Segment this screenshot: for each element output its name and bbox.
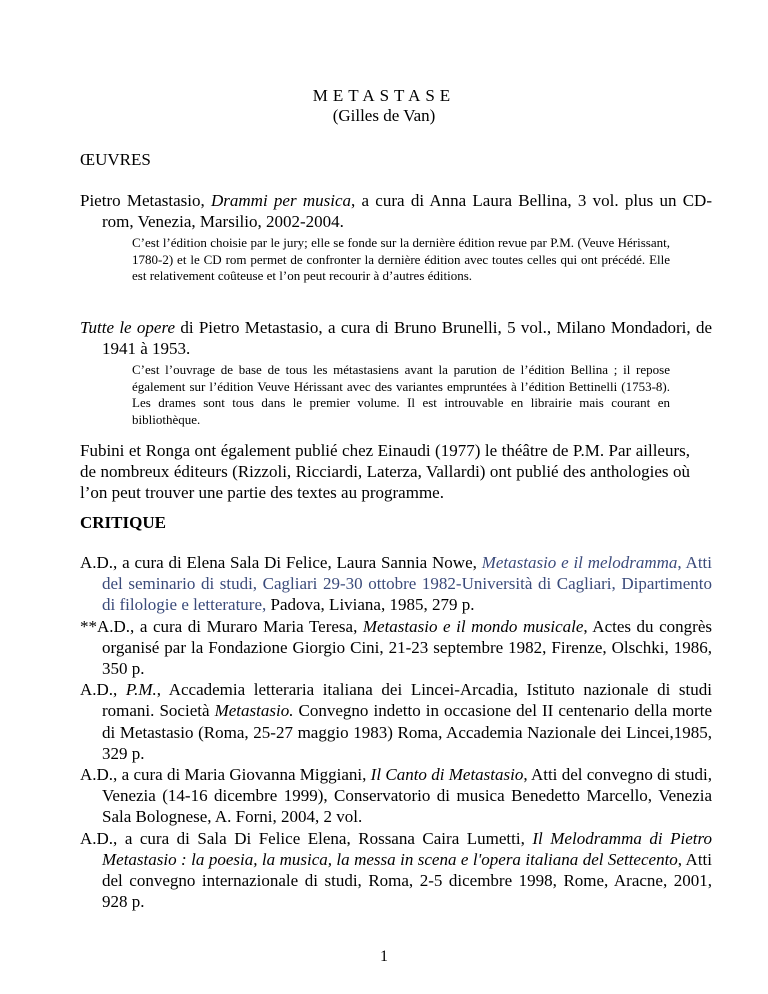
entry-author: Pietro Metastasio, <box>80 191 212 210</box>
section-heading-oeuvres: ŒUVRES <box>80 150 151 169</box>
critique-list <box>80 552 712 912</box>
oeuvres-note-drammi: C’est l’édition choisie par le jury; elle se fonde sur la dernière édition revue par P.M. (Veuve Hérissant, 1780-2) et le CD rom permet de confronter la dernière édition avec toutes celles qui ont précédé. Elle est relativement coûteuse et l’on peut recourir à d’autres éditions. <box>132 235 670 283</box>
entry-title: P.M. <box>125 680 157 700</box>
entry-title: Metastasio e il mondo musicale <box>362 616 584 636</box>
critique-entry: A.D., P.M., Accademia letteraria italiana dei Lincei-Arcadia, Istituto nazionale di studi romani. Società Metastasio. Convegno indetto in occasione del II centenario della morte di Metastasio (Roma, 25-27 maggio 1983) Roma, Accademia Nazionale dei Lincei,1985, 329 p. <box>80 680 712 763</box>
critique-entry: A.D., a cura di Sala Di Felice Elena, Rossana Caira Lumetti, Il Melodramma di Pietro Metastasio : la poesia, la musica, la messa in scena e l'opera italiana del Settecento, Atti del convegno internazionale di studi, Roma, 2-5 dicembre 1998, Rome, Aracne, 2001, 928 p. <box>80 828 713 912</box>
page-number: 1 <box>380 948 388 965</box>
entry-title: Metastasio e il melodramma <box>481 553 678 572</box>
critique-entry: **A.D., a cura di Muraro Maria Teresa, Metastasio e il mondo musicale, Actes du congrès organisé par la Fondazione Giorgio Cini, 21-23 septembre 1982, Firenze, Olschki, 1986, 350 p. <box>80 616 712 679</box>
document-title: METASTASE <box>312 86 456 105</box>
entry-title: Il Canto di Metastasio <box>370 765 524 785</box>
oeuvres-entry-drammi <box>80 190 712 232</box>
entry-title: Tutte le opere <box>80 318 175 337</box>
entry-details: , a cura di Anna Laura Bellina, 3 vol. plus un CD-rom, Venezia, Marsilio, 2002-2004. <box>102 191 712 231</box>
entry-title: Drammi per musica <box>211 191 352 210</box>
critique-entry: A.D., a cura di Elena Sala Di Felice, Laura Sannia Nowe, Metastasio e il melodramma, Atti del seminario di studi, Cagliari 29-30 ottobre 1982-Università di Cagliari, Dipartimento di filologie e letterature, Padova, Liviana, 1985, 279 p. <box>80 553 712 615</box>
oeuvres-note-tutte: C’est l’ouvrage de base de tous les métastasiens avant la parution de l’édition Bellina ; il repose également sur l’édition Veuve Hérissant avec des variantes empruntées à l’édition Bettinelli (1753-8). Les drames sont tous dans le premier volume. Il est introuvable en librairie mais courant en bibliothèque. <box>132 362 670 427</box>
entry-details: di Pietro Metastasio, a cura di Bruno Brunelli, 5 vol., Milano Mondadori, de 1941 à 1953. <box>102 318 713 358</box>
document-author: (Gilles de Van) <box>332 106 436 125</box>
entry-title: Metastasio. <box>214 701 294 721</box>
entry-title: Il Melodramma di Pietro Metastasio : la poesia, la musica, la messa in scena e l'opera italiana del Settecento <box>102 828 712 869</box>
oeuvres-paragraph: Fubini et Ronga ont également publié chez Einaudi (1977) le théâtre de P.M. Par ailleurs, de nombreux éditeurs (Rizzoli, Ricciardi, Laterza, Vallardi) ont publié des anthologies où l’on peut trouver une partie des textes au programme. <box>80 441 690 502</box>
section-heading-critique: CRITIQUE <box>80 513 166 532</box>
oeuvres-entry-tutte <box>80 317 712 359</box>
critique-entry: A.D., a cura di Maria Giovanna Miggiani, Il Canto di Metastasio, Atti del convegno di studi, Venezia (14-16 dicembre 1999), Conservatorio di musica Benedetto Marcello, Venezia Sala Bolognese, A. Forni, 2004, 2 vol. <box>80 765 712 827</box>
